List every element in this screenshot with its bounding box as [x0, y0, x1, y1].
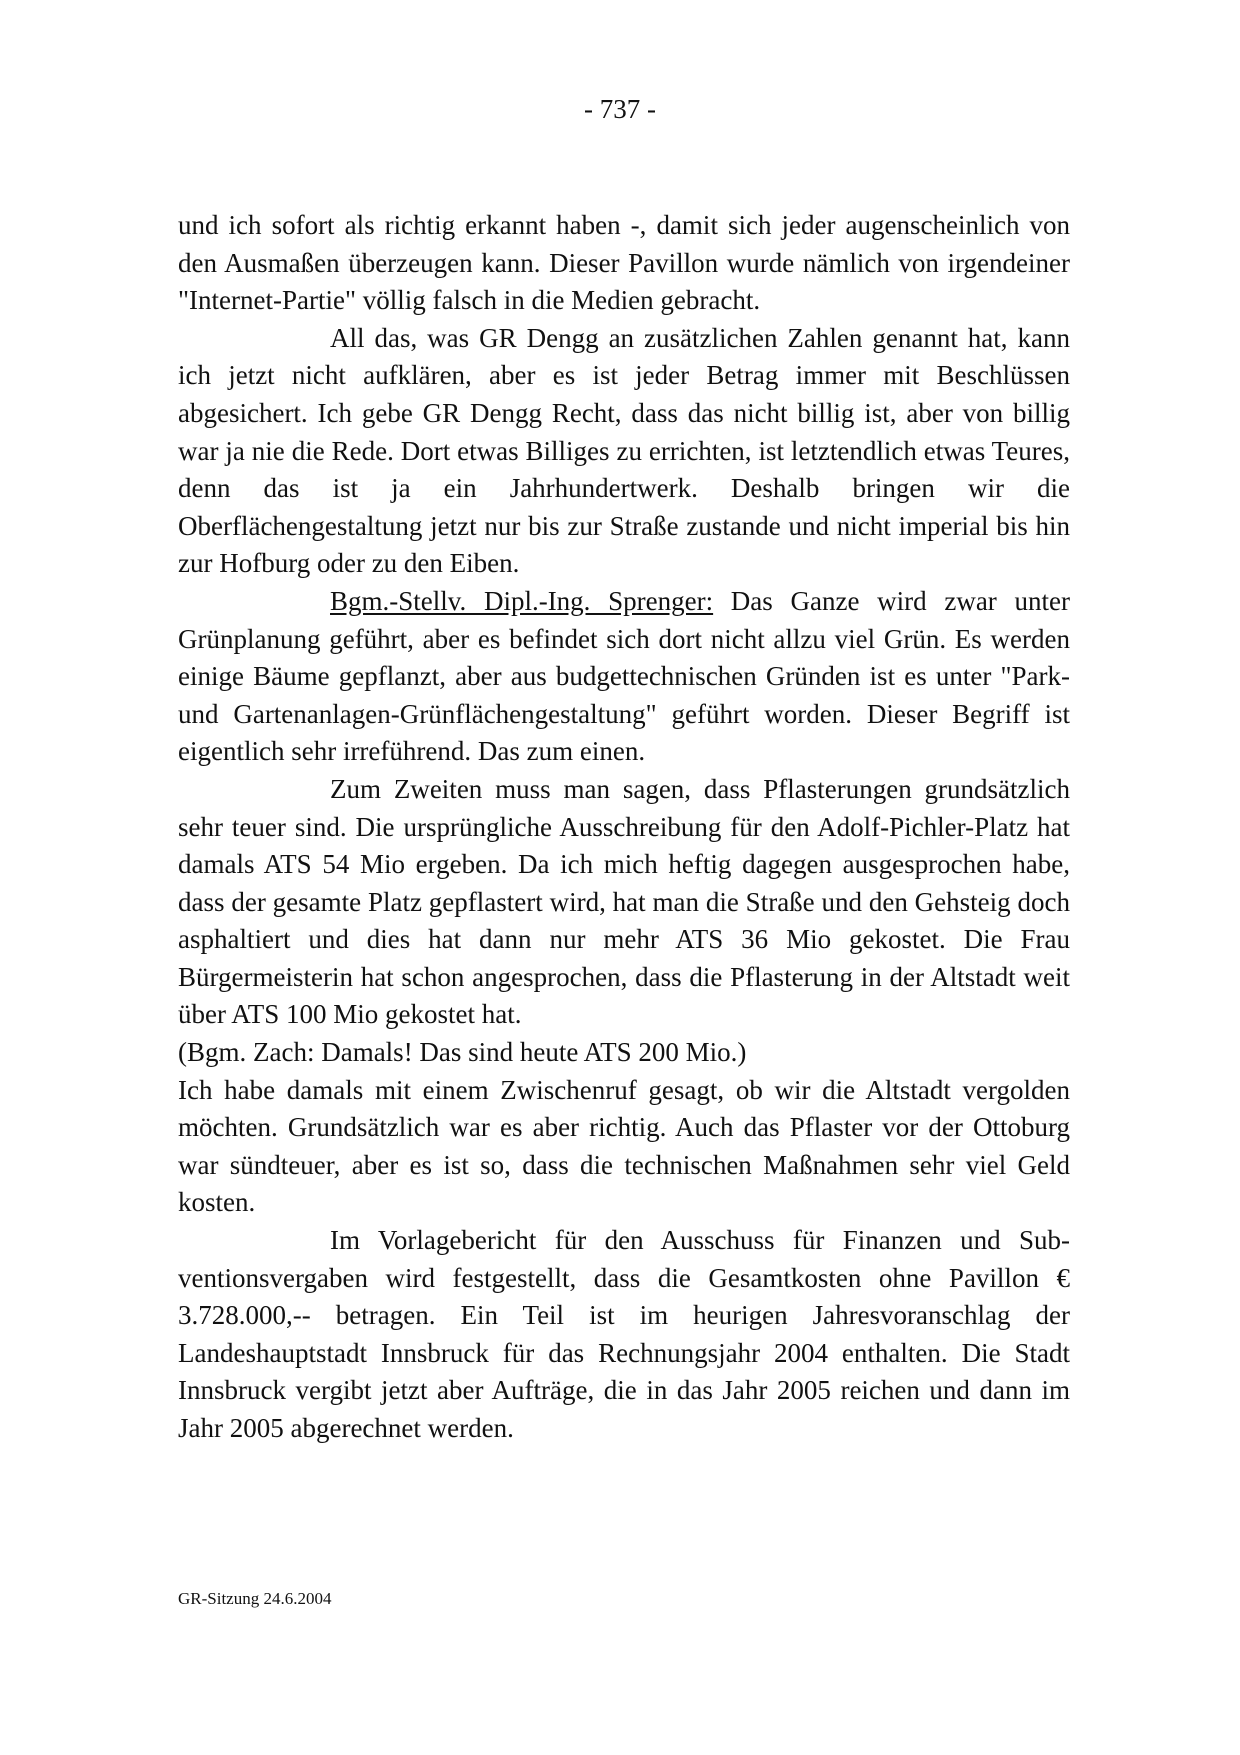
footer-session-date: GR-Sitzung 24.6.2004 [178, 1589, 332, 1608]
paragraph-2: All das, was GR Dengg an zusätzlichen Zahlen genannt hat, kann ich jetzt nicht aufklären, aber es ist jeder Betrag immer mit Beschlüssen abgesichert. Ich gebe GR Dengg Recht, dass das nicht billig ist, aber von billig war ja nie die Rede. Dort etwas Billiges zu errichten, ist letztendlich etwas Teures, denn das ist ja ein Jahrhundertwerk. Deshalb bringen wir die Oberflächengestaltung jetzt nur bis zur Straße zustande und nicht imperial bis hin zur Hofburg oder zu den Eiben. [178, 322, 1070, 579]
paragraph-6: Im Vorlagebericht für den Ausschuss für Finanzen und Subventionsvergaben wird festgestellt, dass die Gesamtkosten ohne Pavillon € 3.728.000,-- betragen. Ein Teil ist im heurigen Jahresvoranschlag der Landeshauptstadt Innsbruck für das Rechnungsjahr 2004 enthalten. Die Stadt Innsbruck vergibt jetzt aber Aufträge, die in das Jahr 2005 reichen und dann im Jahr 2005 abgerechnet werden. [178, 1225, 1070, 1443]
page-number: - 737 - [584, 94, 656, 124]
paragraph-1: und ich sofort als richtig erkannt haben -, damit sich jeder augenscheinlich von den Ausmaßen überzeugen kann. Dieser Pavillon wurde nämlich von irgendeiner "Internet-Partie" völlig falsch in die Medien gebracht. [178, 210, 1070, 316]
document-body [178, 207, 1070, 1448]
paragraph-3-text: Das Ganze wird zwar unter Grünplanung geführt, aber es befindet sich dort nicht allzu viel Grün. Es werden einige Bäume gepflanzt, aber aus budgettechnischen Gründen ist es unter "Park- und Gartenanlagen-Grünflächengestaltung" geführt worden. Dieser Begriff ist eigentlich sehr irreführend. Das zum einen. [178, 585, 1070, 767]
paragraph-3 [178, 583, 1070, 771]
interjection: (Bgm. Zach: Damals! Das sind heute ATS 200 Mio.) [178, 1037, 747, 1068]
speaker-label: Bgm.-Stellv. Dipl.-Ing. Sprenger: [330, 585, 714, 616]
paragraph-4: Zum Zweiten muss man sagen, dass Pflasterungen grundsätzlich sehr teuer sind. Die ursprüngliche Ausschreibung für den Adolf-Pichler-Platz hat damals ATS 54 Mio ergeben. Da ich mich heftig dagegen ausgesprochen habe, dass der gesamte Platz gepflastert wird, hat man die Straße und den Gehsteig doch asphaltiert und dies hat dann nur mehr ATS 36 Mio gekostet. Die Frau Bürgermeisterin hat schon angesprochen, dass die Pflasterung in der Altstadt weit über ATS 100 Mio gekostet hat. [178, 773, 1070, 1030]
paragraph-5: Ich habe damals mit einem Zwischenruf gesagt, ob wir die Altstadt vergolden möchten. Grundsätzlich war es aber richtig. Auch das Pflaster vor der Ottoburg war sündteuer, aber es ist so, dass die technischen Maßnahmen sehr viel Geld kosten. [178, 1074, 1070, 1218]
